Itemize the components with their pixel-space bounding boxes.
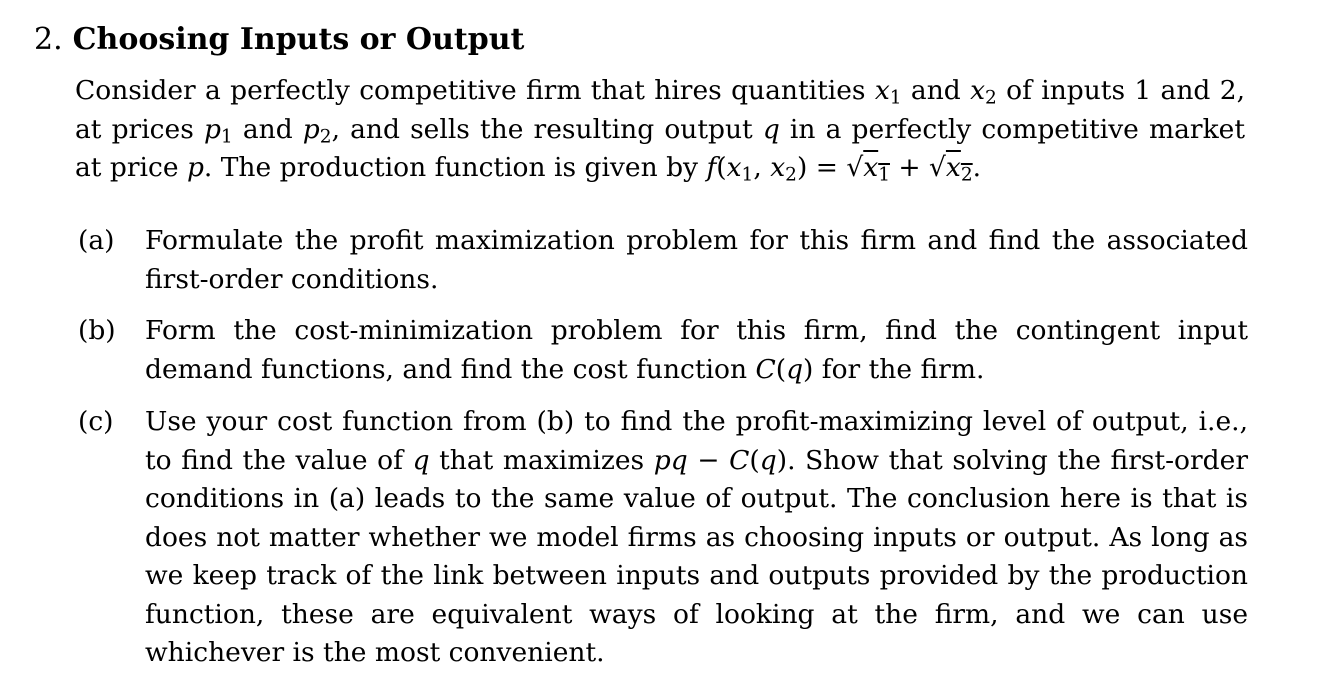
subquestion-c-label: (c) [78,406,114,437]
subquestion-a-label: (a) [78,225,115,256]
subquestion-a [78,222,1248,299]
problem-intro: Consider a perfectly competitive firm that hires quantities $x_1$ and $x_2$ of inputs 1 and 2, at prices $p_1$ and $p_2$, and sells the resulting output q in a perfectly competitive market at price p. The production function is given by $f(x_1$, $x_2) = √x_1 + √x_2$. [75,75,1245,186]
subquestion-b-text: Form the cost-minimization problem for this firm, find the contingent input demand functions, and find the cost function C(q) for the firm. [145,315,1248,385]
production-function: $f(x_1$, $x_2) = √x_1 + √x_2$ [706,152,973,186]
subquestion-b-label: (b) [78,315,116,346]
problem-heading [34,20,524,60]
subquestion-c [78,403,1248,673]
subquestion-a-text: Formulate the profit maximization problem for this firm and find the associated first-order conditions. [145,225,1248,295]
subquestion-b [78,312,1248,389]
problem-title: Choosing Inputs or Output [72,22,525,57]
subquestion-c-text: Use your cost function from (b) to find the profit-maximizing level of output, i.e., to find the value of q that maximizes pq − C(q). Show that solving the first-order conditions in (a) leads to the same value of output. The conclusion here is that is does not matter whether we model firms as choosing inputs or output. As long as we keep track of the link between inputs and outputs provided by the production function, these are equivalent ways of looking at the firm, and we can use whichever is the most convenient. [145,406,1248,668]
problem-number: 2. [34,22,63,57]
